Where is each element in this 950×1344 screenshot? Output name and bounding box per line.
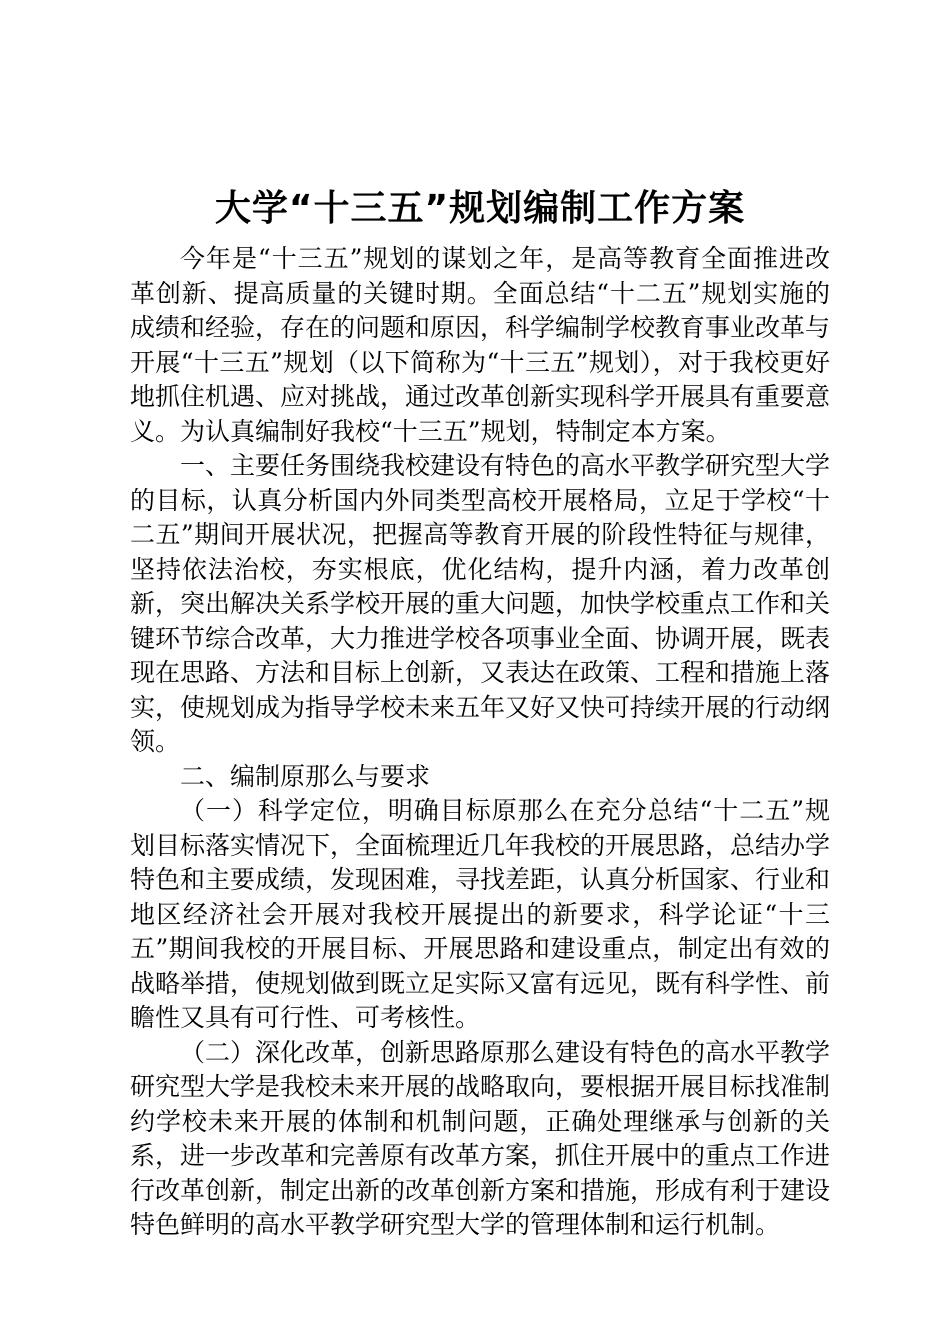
paragraph-main-tasks: 一、主要任务围绕我校建设有特色的高水平教学研究型大学的目标，认真分析国内外同类型高校开展格局，立足于学校“十二五”期间开展状况，把握高等教育开展的阶段性特征与规律，坚持依法治校，夯实根底，优化结构，提升内涵，着力改革创新，突出解决关系学校开展的重大问题，加快学校重点工作和关键环节综合改革，大力推进学校各项事业全面、协调开展，既表现在思路、方法和目标上创新，又表达在政策、工程和措施上落实，使规划成为指导学校未来五年又好又快可持续开展的行动纲领。 [130, 451, 831, 756]
paragraph-principle-2: （二）深化改革，创新思路原那么建设有特色的高水平教学研究型大学是我校未来开展的战略取向，要根据开展目标找准制约学校未来开展的体制和机制问题，正确处理继承与创新的关系，进一步改革和完善原有改革方案，抓住开展中的重点工作进行改革创新，制定出新的改革创新方案和措施，形成有利于建设特色鲜明的高水平教学研究型大学的管理体制和运行机制。 [130, 1037, 831, 1239]
paragraph-principle-1: （一）科学定位，明确目标原那么在充分总结“十二五”规划目标落实情况下，全面梳理近几年我校的开展思路，总结办学特色和主要成绩，发现困难，寻找差距，认真分析国家、行业和地区经济社会开展对我校开展提出的新要求，科学论证“十三五”期间我校的开展目标、开展思路和建设重点，制定出有效的战略举措，使规划做到既立足实际又富有远见，既有科学性、前瞻性又具有可行性、可考核性。 [130, 796, 831, 1032]
document-title: 大学“十三五”规划编制工作方案 [214, 188, 746, 229]
section-heading-principles: 二、编制原那么与要求 [180, 761, 431, 791]
document-page [130, 180, 830, 1243]
paragraph-intro: 今年是“十三五”规划的谋划之年，是高等教育全面推进改革创新、提高质量的关键时期。全面总结“十二五”规划实施的成绩和经验，存在的问题和原因，科学编制学校教育事业改革与开展“十三五”规划（以下简称为“十三五”规划），对于我校更好地抓住机遇、应对挑战，通过改革创新实现科学开展具有重要意义。为认真编制好我校“十三五”规划，特制定本方案。 [130, 244, 831, 446]
